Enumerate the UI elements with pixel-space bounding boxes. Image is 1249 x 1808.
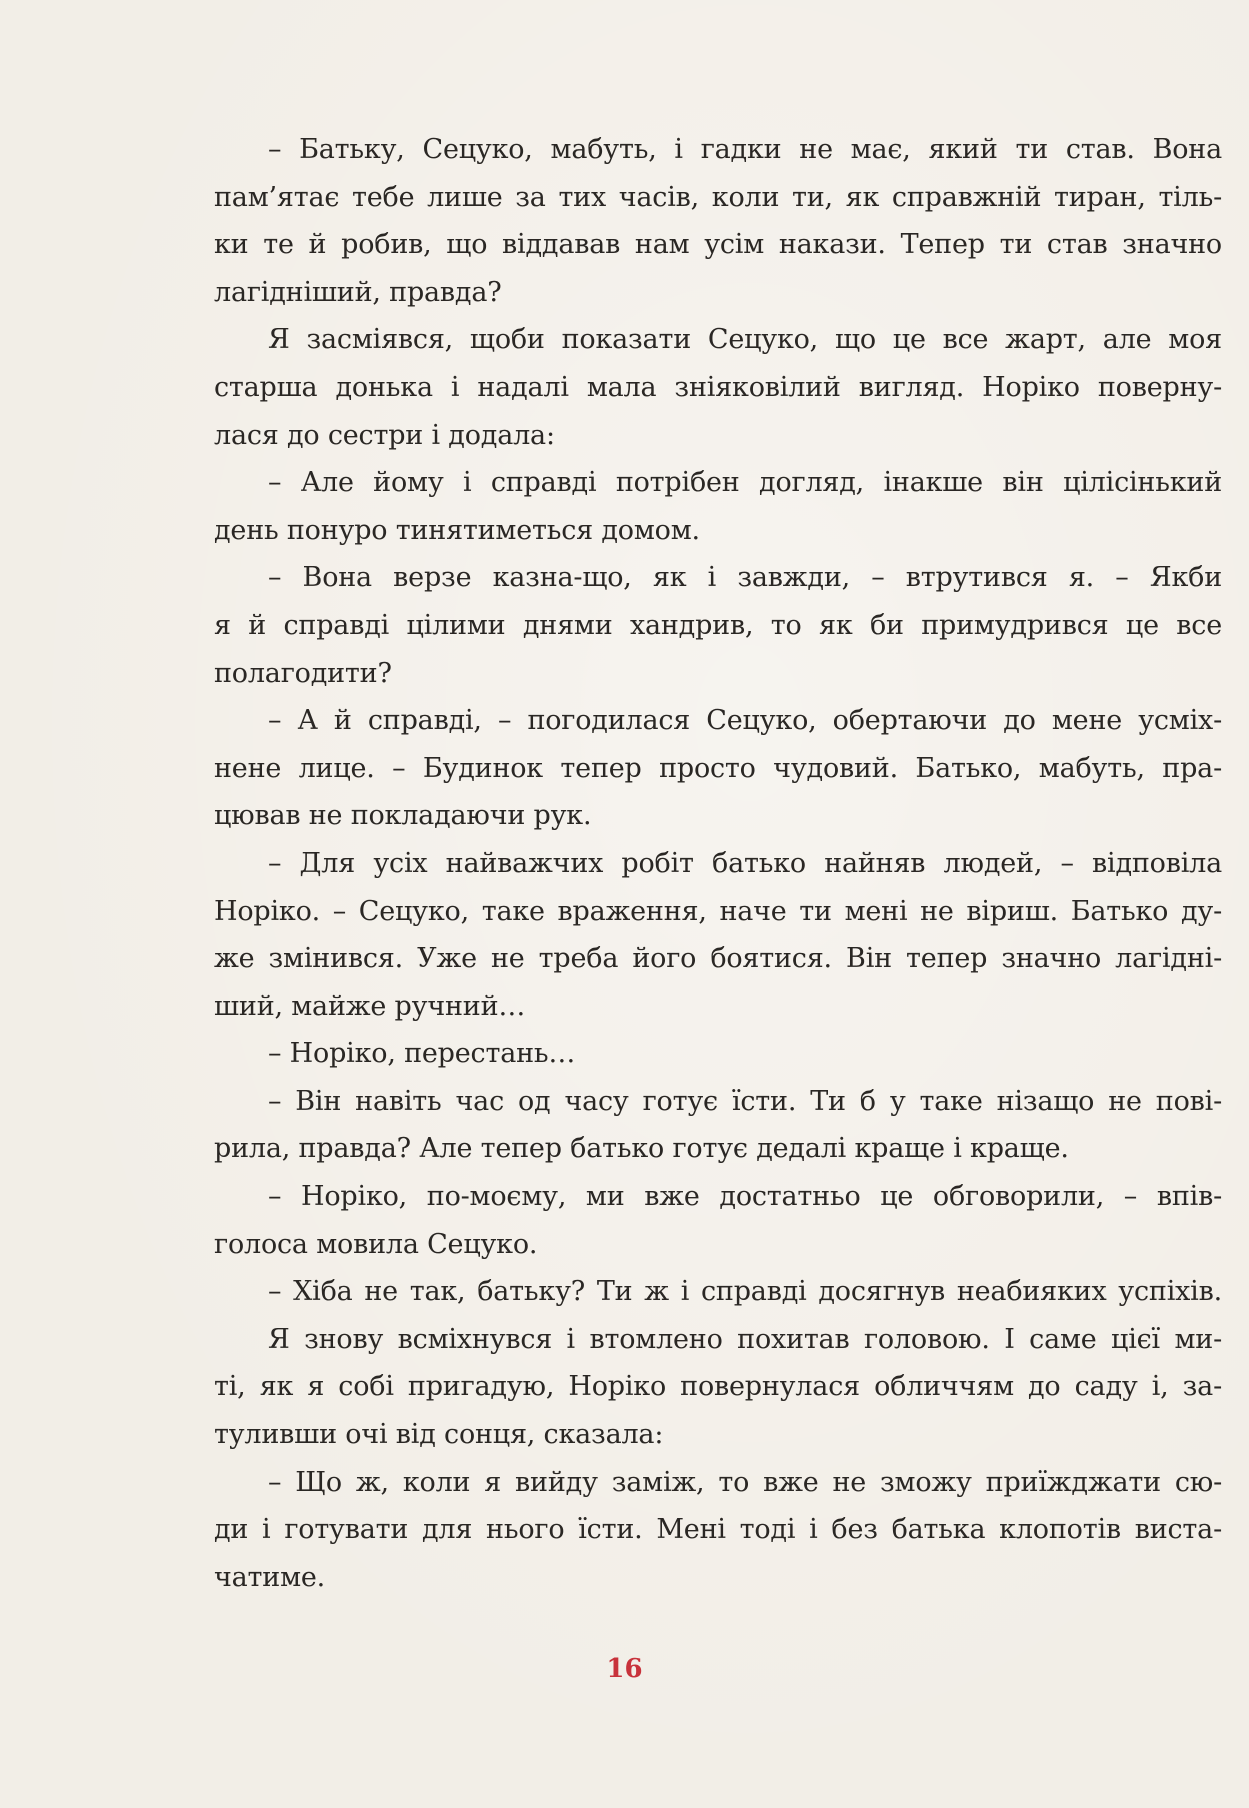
text-line: рила, правда? Але тепер батько готує дедалі краще і краще. bbox=[214, 1133, 1069, 1165]
page-number: 16 bbox=[606, 1654, 643, 1684]
text-line: Я засміявся, щоби показати Сецуко, що це все жарт, але моя bbox=[268, 324, 1222, 356]
text-line: – Але йому і справді потрібен догляд, інакше він цілісінький bbox=[268, 467, 1222, 499]
text-line: день понуро тинятиметься домом. bbox=[214, 514, 700, 546]
text-line: цював не покладаючи рук. bbox=[214, 800, 592, 832]
text-line: полагодити? bbox=[214, 657, 392, 689]
body-text bbox=[214, 126, 1222, 1601]
text-line: чатиме. bbox=[214, 1561, 326, 1593]
text-line: старша донька і надалі мала зніяковілий вигляд. Норіко поверну- bbox=[214, 371, 1222, 403]
text-line: ті, як я собі пригадую, Норіко повернулася обличчям до саду і, за- bbox=[214, 1371, 1222, 1403]
text-line: – Хіба не так, батьку? Ти ж і справді досягнув неабияких успіхів. bbox=[268, 1276, 1222, 1308]
text-line: же змінився. Уже не треба його боятися. Він тепер значно лагідні- bbox=[214, 943, 1222, 975]
text-line: – Батьку, Сецуко, мабуть, і гадки не має, який ти став. Вона bbox=[268, 134, 1222, 165]
text-line: Я знову всміхнувся і втомлено похитав головою. І саме цієї ми- bbox=[268, 1323, 1222, 1355]
text-line: туливши очі від сонця, сказала: bbox=[214, 1419, 664, 1451]
text-line: – Вона верзе казна-що, як і завжди, – втрутився я. – Якби bbox=[268, 562, 1222, 594]
text-line: – А й справді, – погодилася Сецуко, обертаючи до мене усміх- bbox=[268, 705, 1222, 737]
text-line: – Він навіть час од часу готує їсти. Ти б у таке нізащо не пові- bbox=[268, 1085, 1222, 1117]
text-line: – Для усіх найважчих робіт батько найняв людей, – відповіла bbox=[268, 847, 1222, 879]
text-line: лася до сестри і додала: bbox=[214, 419, 555, 451]
text-line: ди і готувати для нього їсти. Мені тоді і без батька клопотів виста- bbox=[214, 1514, 1222, 1546]
text-line: я й справді цілими днями хандрив, то як би примудрився це все bbox=[214, 609, 1222, 641]
text-line: Норіко. – Сецуко, таке враження, наче ти мені не віриш. Батько ду- bbox=[214, 895, 1222, 927]
text-line: голоса мовила Сецуко. bbox=[214, 1228, 538, 1260]
text-line: нене лице. – Будинок тепер просто чудовий. Батько, мабуть, пра- bbox=[214, 752, 1222, 784]
text-line: – Норіко, по-моєму, ми вже достатньо це обговорили, – впів- bbox=[268, 1181, 1222, 1213]
text-line: – Що ж, коли я вийду заміж, то вже не зможу приїжджати сю- bbox=[268, 1466, 1222, 1498]
text-line: ки те й робив, що віддавав нам усім накази. Тепер ти став значно bbox=[214, 229, 1222, 261]
text-line: – Норіко, перестань… bbox=[268, 1038, 576, 1070]
text-line: лагідніший, правда? bbox=[214, 276, 502, 308]
text-line: ший, майже ручний… bbox=[214, 990, 526, 1022]
text-line: пам’ятає тебе лише за тих часів, коли ти, як справжній тиран, тіль- bbox=[214, 181, 1222, 213]
